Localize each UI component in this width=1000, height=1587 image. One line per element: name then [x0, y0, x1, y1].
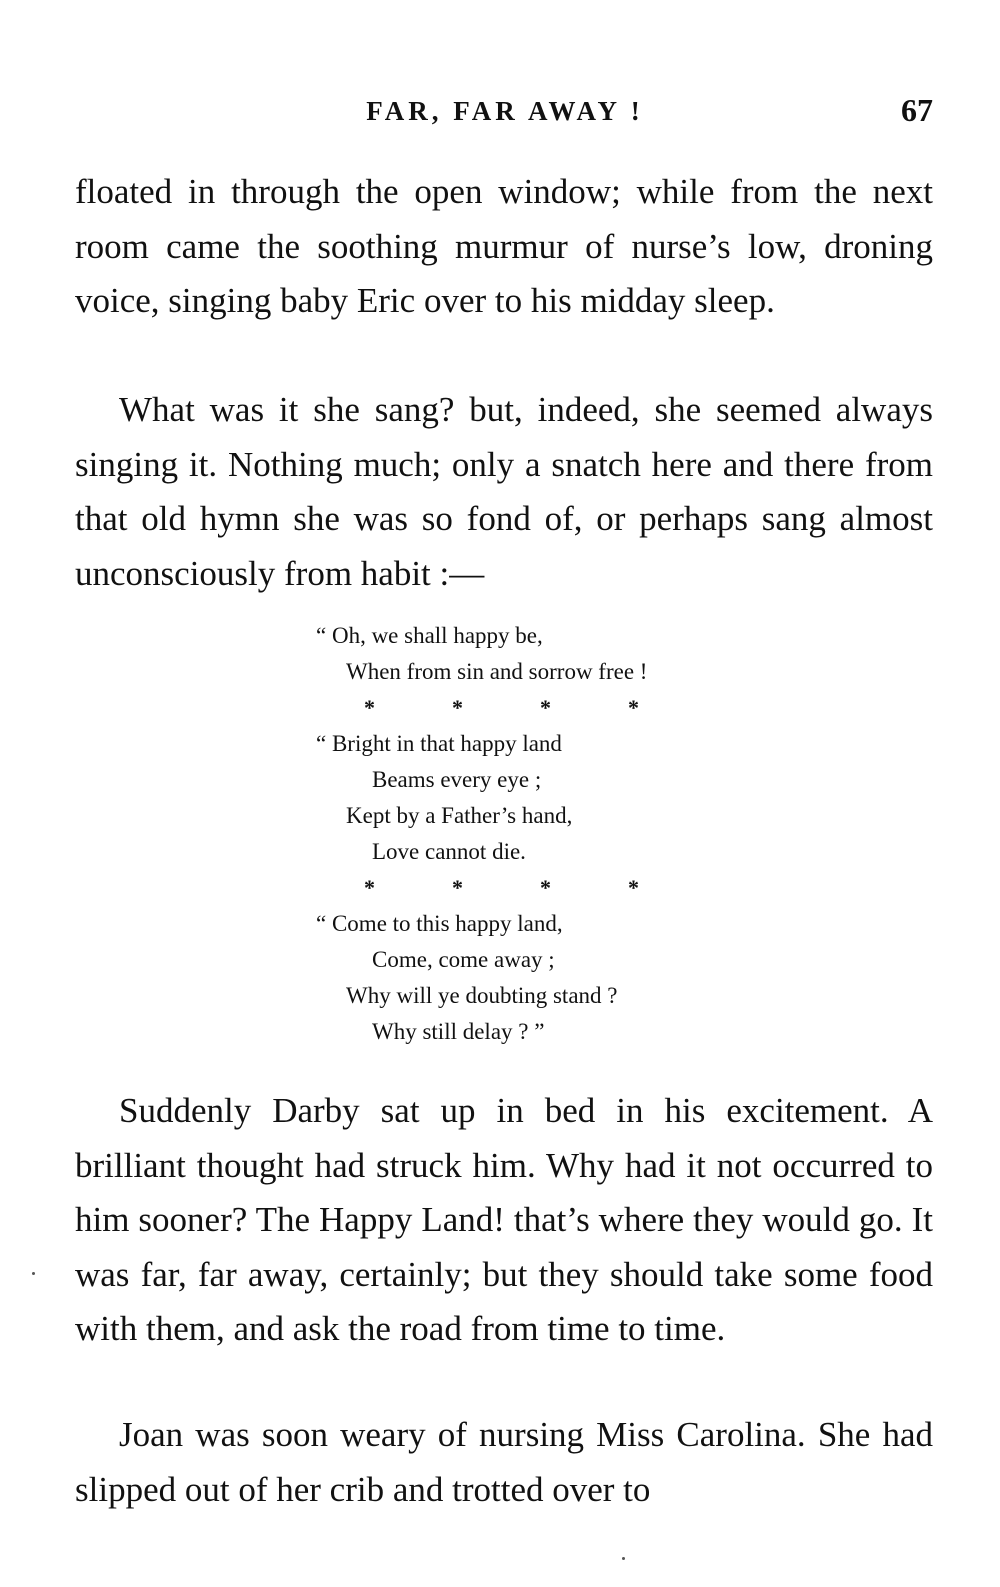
paragraph-text: floated in through the open window; while from the next room came the soothing murmur of nurse’s low, droning voice, singing baby Eric over to his midday sleep.: [75, 172, 933, 320]
section-break: [316, 690, 776, 726]
poem-line: Why still delay ? ”: [372, 1019, 545, 1044]
poem-line: When from sin and sorrow free !: [346, 659, 648, 684]
poem-line: “ Bright in that happy land: [316, 731, 562, 756]
poem-line: Come, come away ;: [372, 947, 555, 972]
asterisk: *: [452, 695, 463, 720]
paragraph-text: What was it she sang? but, indeed, she seemed always singing it. Nothing much; only a snatch here and there from that old hymn she was so fond of, or perhaps sang almost unconsciously from habit :—: [75, 390, 933, 593]
page-number: 67: [901, 92, 933, 128]
poem-line: Love cannot die.: [372, 839, 526, 864]
paragraph-4: [75, 1408, 933, 1517]
poem-line: “ Oh, we shall happy be,: [316, 623, 543, 648]
asterisk: *: [628, 695, 639, 720]
poem-line: Beams every eye ;: [372, 767, 542, 792]
paragraph-text: Joan was soon weary of nursing Miss Carolina. She had slipped out of her crib and trotted over to: [75, 1415, 933, 1509]
page-header: [75, 92, 933, 142]
print-speck: [622, 1557, 625, 1560]
asterisk: *: [452, 875, 463, 900]
poem-line: “ Come to this happy land,: [316, 911, 563, 936]
hymn-quotation: [316, 618, 776, 1050]
asterisk: *: [628, 875, 639, 900]
paragraph-text: Suddenly Darby sat up in bed in his excitement. A brilliant thought had struck him. Why had it not occurred to him sooner? The Happy Land! that’s where they would go. It was far, far away, certainly; but they should take some food with them, and ask the road from time to time.: [75, 1091, 933, 1348]
poem-line: Kept by a Father’s hand,: [346, 803, 573, 828]
section-break: [316, 870, 776, 906]
running-head: FAR, FAR AWAY !: [366, 96, 644, 126]
asterisk: *: [364, 875, 375, 900]
asterisk: *: [540, 695, 551, 720]
asterisk: *: [364, 695, 375, 720]
paragraph-3: [75, 1084, 933, 1357]
asterisk: *: [540, 875, 551, 900]
paragraph-1: [75, 165, 933, 329]
paragraph-2: [75, 383, 933, 601]
poem-line: Why will ye doubting stand ?: [346, 983, 618, 1008]
print-speck: [32, 1272, 35, 1275]
